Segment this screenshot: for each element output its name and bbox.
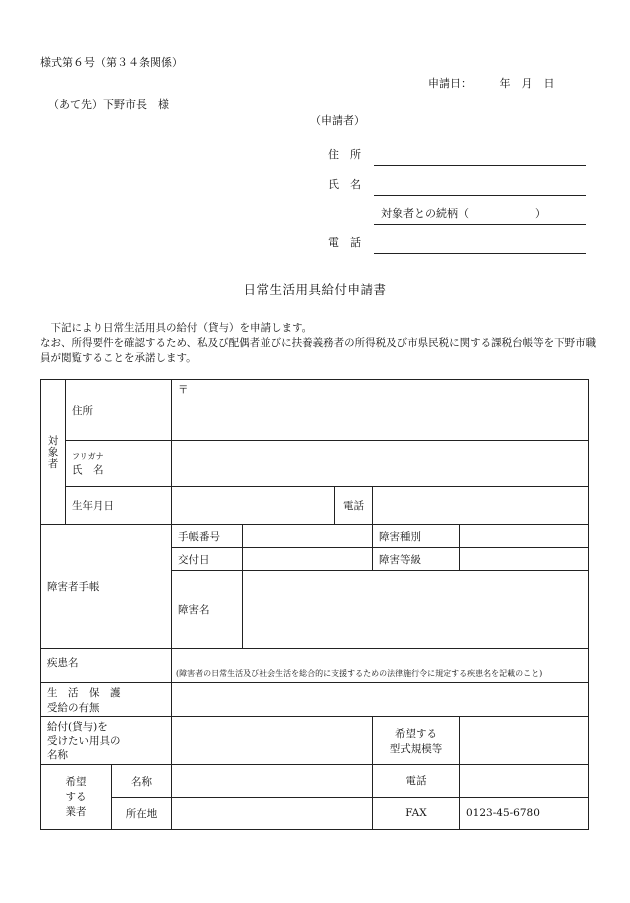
vendor-label-wrapper [41,765,172,830]
disease-label: 疾患名 [41,649,172,683]
model-field[interactable] [460,717,589,765]
disability-grade-label: 障害等級 [373,548,460,571]
intro-text [40,321,600,366]
handbook-number-label: 手帳番号 [172,525,243,548]
subject-label: 対象者 [41,380,66,525]
relation-label: 対象者との続柄（ ） [381,207,546,220]
intro-line-2: なお、所得要件を確認するため、私及び配偶者並びに扶養義務者の所得税及び市県民税に関する課税台帳等を下野市職員が閲覧することを承諾します。 [40,337,597,364]
subject-name-field[interactable] [172,441,589,487]
furigana-label: フリガナ [72,451,104,461]
disability-type-label: 障害種別 [373,525,460,548]
birth-date-label: 生年月日 [66,487,172,525]
vendor-phone-label: 電話 [373,765,460,798]
applicant-phone-field[interactable] [374,253,586,254]
vendor-phone-field[interactable] [460,765,589,798]
relation-field[interactable] [374,224,586,225]
subject-phone-label: 電話 [335,487,373,525]
subject-name-label: 氏 名 [72,463,104,476]
application-table [40,379,589,830]
disability-name-label: 障害名 [172,571,243,649]
subject-phone-field[interactable] [373,487,589,525]
birth-date-field[interactable] [172,487,335,525]
vendor-location-field[interactable] [172,797,373,830]
handbook-label: 障害者手帳 [41,525,172,649]
disability-type-field[interactable] [460,525,589,548]
model-label-line-1: 希望する [395,727,437,740]
welfare-label-cell [41,683,172,717]
addressee: （あて先）下野市長 様 [48,98,169,111]
subject-address-label: 住所 [66,380,172,441]
model-label-cell [373,717,460,765]
applicant-address-label: 住 所 [328,148,361,161]
welfare-field[interactable] [172,683,589,717]
form-number: 様式第６号（第３４条関係） [40,56,183,69]
item-label-line-3: 名称 [47,748,68,761]
applicant-address-field[interactable] [374,165,586,166]
welfare-label-line-2: 受給の有無 [47,701,100,714]
vendor-label-line-3: 業者 [65,805,87,818]
vendor-label [41,765,112,829]
issue-date-field[interactable] [243,548,373,571]
applicant-phone-label: 電 話 [328,236,361,249]
handbook-number-field[interactable] [243,525,373,548]
vendor-location-label: 所在地 [125,808,158,820]
applicant-heading: （申請者） [310,114,365,127]
vendor-label-line-2: する [65,790,87,803]
issue-date-label: 交付日 [172,548,243,571]
subject-name-label-cell [66,441,172,487]
welfare-label-line-1: 生 活 保 護 [47,686,121,699]
postal-mark: 〒 [178,384,189,396]
applicant-name-label: 氏 名 [328,178,361,191]
page-title: 日常生活用具給付申請書 [243,282,387,297]
item-label-line-2: 受けたい用具の [47,734,121,747]
vendor-name-label: 名称 [112,765,171,798]
vendor-label-line-1: 希望 [65,775,87,788]
application-date: 申請日： 年 月 日 [428,77,555,90]
disease-field[interactable] [172,649,589,683]
vendor-fax-label: FAX [373,797,460,830]
disability-name-field[interactable] [243,571,589,649]
intro-line-1: 下記により日常生活用具の給付（貸与）を申請します。 [40,322,313,334]
item-label-cell [41,717,172,765]
disability-grade-field[interactable] [460,548,589,571]
applicant-name-field[interactable] [374,195,586,196]
model-label-line-2: 型式規模等 [389,742,443,755]
item-label-line-1: 給付(貸与)を [47,720,108,733]
item-name-field[interactable] [172,717,373,765]
vendor-name-field[interactable] [172,765,373,798]
disease-note: (障害者の日常生活及び社会生活を総合的に支援するための法律施行令に規定する疾患名を記載のこと) [176,669,543,678]
subject-address-field[interactable] [172,380,589,441]
vendor-fax-field[interactable]: 0123-45-6780 [460,797,589,830]
